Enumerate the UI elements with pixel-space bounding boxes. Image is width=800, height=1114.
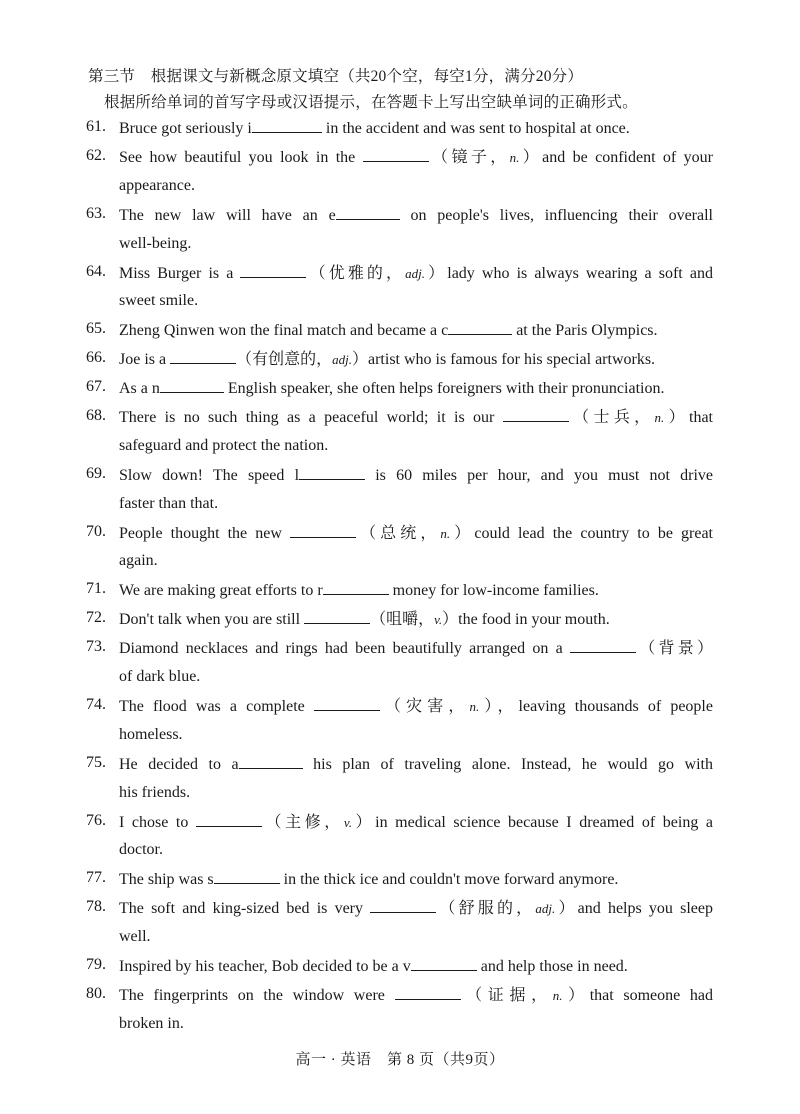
answer-blank[interactable]	[240, 263, 306, 278]
question-text: He decided to a	[119, 755, 239, 773]
question-text: （总统，	[355, 524, 441, 542]
question-text: ）artist who is famous for his special artworks.	[352, 351, 656, 369]
question-text-line	[119, 176, 713, 196]
question-number: 66.	[86, 349, 106, 367]
question-text: Slow down! The speed l	[119, 466, 300, 484]
question-text-line	[119, 927, 713, 947]
question-text: The fingerprints on the window were	[119, 987, 395, 1004]
question-text-line	[119, 436, 713, 456]
question-text: The flood was a complete	[119, 698, 314, 715]
answer-blank[interactable]	[196, 812, 262, 827]
question-text-line	[119, 378, 713, 399]
question-text: in the thick ice and couldn't move forward anymore.	[279, 871, 619, 889]
question-text-line	[119, 234, 713, 254]
question-number: 61.	[86, 118, 106, 135]
question-text: The soft and king-sized bed is very	[119, 900, 371, 918]
question-number: 69.	[86, 464, 106, 482]
question-text: faster than that.	[119, 494, 219, 512]
question-text: Zheng Qinwen won the final match and became a c	[119, 322, 449, 340]
part-of-speech-hint: n.	[552, 988, 563, 1003]
question-text: ），leaving thousands of people	[479, 698, 713, 715]
question-text-line	[119, 754, 713, 775]
question-text: on people's lives, influencing their overall	[399, 206, 713, 224]
question-text-line	[119, 667, 713, 687]
answer-blank[interactable]	[323, 580, 389, 595]
question-text-line	[119, 812, 713, 833]
question-number: 67.	[86, 378, 106, 396]
answer-blank[interactable]	[314, 696, 380, 711]
question-number: 62.	[86, 146, 106, 164]
question-text: Inspired by his teacher, Bob decided to be a v	[119, 958, 411, 976]
question-text: （优雅的，	[306, 264, 406, 282]
question-number: 63.	[86, 204, 106, 222]
question-text: English speaker, she often helps foreigners with their pronunciation.	[223, 380, 665, 398]
question-text: appearance.	[119, 176, 195, 194]
question-text: （灾害，	[379, 698, 470, 715]
question-text-line	[119, 840, 713, 860]
question-number: 71.	[86, 580, 106, 598]
question-text-line	[119, 320, 713, 341]
question-number: 64.	[86, 262, 106, 280]
question-text: his friends.	[119, 783, 191, 801]
answer-blank[interactable]	[299, 465, 365, 480]
question-text-line	[119, 205, 713, 226]
answer-blank[interactable]	[570, 638, 636, 653]
answer-blank[interactable]	[170, 349, 236, 364]
question-text: The new law will have an e	[119, 206, 336, 224]
question-text: （镜子，	[428, 148, 510, 166]
question-text: ）that	[664, 409, 713, 426]
question-text-line	[119, 147, 713, 168]
question-text: There is no such thing as a peaceful world; it is our	[119, 409, 503, 426]
question-number: 77.	[86, 869, 106, 887]
answer-blank[interactable]	[503, 407, 569, 422]
question-text: （舒服的，	[436, 900, 536, 918]
part-of-speech-hint: n.	[509, 149, 520, 165]
question-text: We are making great efforts to r	[119, 582, 323, 600]
question-text: See how beautiful you look in the	[119, 148, 363, 166]
question-text: his plan of traveling alone. Instead, he would go with	[302, 755, 714, 773]
question-text: ）could lead the country to be great	[450, 524, 713, 542]
question-text: Don't talk when you are still	[119, 611, 305, 629]
question-text-line	[119, 523, 713, 544]
question-text: homeless.	[119, 725, 183, 743]
question-number: 79.	[86, 956, 106, 974]
question-text-line	[119, 609, 713, 630]
question-number: 72.	[86, 609, 106, 627]
answer-blank[interactable]	[448, 320, 512, 335]
question-text: （咀嚼，	[370, 611, 435, 629]
question-number: 80.	[86, 985, 106, 1002]
question-text-line	[119, 783, 713, 803]
question-text: ）and helps you sleep	[555, 900, 713, 918]
question-text: （背景）	[636, 640, 713, 658]
question-text: doctor.	[119, 841, 163, 859]
page-footer: 高一 · 英语 第 8 页（共9页）	[295, 1052, 505, 1068]
question-text: （主修，	[261, 813, 344, 831]
question-text-line	[119, 898, 713, 919]
question-text-line	[119, 869, 713, 890]
section-title: 第三节 根据课文与新概念原文填空（共20个空，每空1分，满分20分）	[88, 68, 584, 85]
question-text: Miss Burger is a	[119, 264, 241, 282]
question-text-line	[119, 956, 713, 977]
answer-blank[interactable]	[363, 147, 429, 162]
question-text-line	[119, 263, 713, 284]
question-text: （有创意的，	[236, 351, 333, 369]
question-text: well.	[119, 928, 151, 946]
question-text: ）the food in your mouth.	[442, 611, 610, 629]
question-text: sweet smile.	[119, 292, 199, 310]
question-text-line	[119, 291, 713, 311]
question-text: ）and be confident of your	[519, 148, 713, 166]
question-text-line	[119, 494, 713, 514]
answer-blank[interactable]	[160, 378, 224, 393]
question-text: ）lady who is always wearing a soft and	[425, 264, 713, 282]
question-text-line	[119, 638, 713, 659]
question-number: 76.	[86, 811, 106, 829]
section-instruction: 根据所给单词的首写字母或汉语提示，在答题卡上写出空缺单词的正确形式。	[104, 94, 638, 111]
question-text-line	[119, 1014, 713, 1034]
question-text: is 60 miles per hour, and you must not drive	[365, 466, 713, 484]
question-text: Joe is a	[119, 351, 171, 369]
question-text: ）in medical science because I dreamed of being a	[351, 813, 713, 831]
question-text: As a n	[119, 380, 160, 398]
question-text-line	[119, 407, 713, 428]
question-text: broken in.	[119, 1014, 184, 1032]
question-text-line	[119, 580, 713, 601]
question-text: and help those in need.	[476, 958, 628, 976]
question-text: （士兵，	[568, 409, 655, 426]
question-text: （证据，	[460, 987, 553, 1004]
question-number: 68.	[86, 407, 106, 424]
question-text: safeguard and protect the nation.	[119, 436, 329, 454]
question-text-line	[119, 551, 713, 571]
answer-blank[interactable]	[336, 205, 400, 220]
part-of-speech-hint: v.	[434, 612, 443, 628]
question-text: People thought the new	[119, 524, 290, 542]
question-number: 73.	[86, 638, 106, 656]
question-text-line	[119, 725, 713, 745]
question-text: of dark blue.	[119, 668, 201, 686]
part-of-speech-hint: n.	[469, 699, 480, 714]
part-of-speech-hint: adj.	[535, 901, 556, 917]
part-of-speech-hint: adj.	[332, 352, 352, 368]
question-number: 70.	[86, 522, 106, 540]
answer-blank[interactable]	[290, 523, 356, 538]
question-text-line	[119, 696, 713, 717]
question-text: money for low-income families.	[388, 582, 599, 600]
question-text-line	[119, 349, 713, 370]
question-text-line	[119, 985, 713, 1006]
part-of-speech-hint: n.	[654, 410, 665, 425]
question-text-line	[119, 118, 713, 139]
question-text: again.	[119, 552, 158, 570]
answer-blank[interactable]	[252, 118, 322, 133]
question-text: ）that someone had	[562, 987, 713, 1004]
question-text: I chose to	[119, 813, 196, 831]
question-text: Diamond necklaces and rings had been beautifully arranged on a	[119, 640, 570, 658]
question-text: The ship was s	[119, 871, 214, 889]
part-of-speech-hint: v.	[343, 814, 352, 830]
answer-blank[interactable]	[370, 898, 436, 913]
question-text: in the accident and was sent to hospital at once.	[321, 120, 630, 137]
part-of-speech-hint: adj.	[405, 265, 426, 281]
question-text-line	[119, 465, 713, 486]
question-text: well-being.	[119, 234, 192, 252]
question-number: 74.	[86, 696, 106, 713]
question-text: Bruce got seriously i	[119, 120, 252, 137]
answer-blank[interactable]	[411, 956, 477, 971]
answer-blank[interactable]	[214, 869, 280, 884]
part-of-speech-hint: n.	[440, 525, 451, 541]
answer-blank[interactable]	[239, 754, 303, 769]
question-number: 65.	[86, 320, 106, 338]
question-number: 78.	[86, 898, 106, 916]
answer-blank[interactable]	[304, 609, 370, 624]
question-number: 75.	[86, 753, 106, 771]
answer-blank[interactable]	[395, 985, 461, 1000]
question-text: at the Paris Olympics.	[512, 322, 658, 340]
